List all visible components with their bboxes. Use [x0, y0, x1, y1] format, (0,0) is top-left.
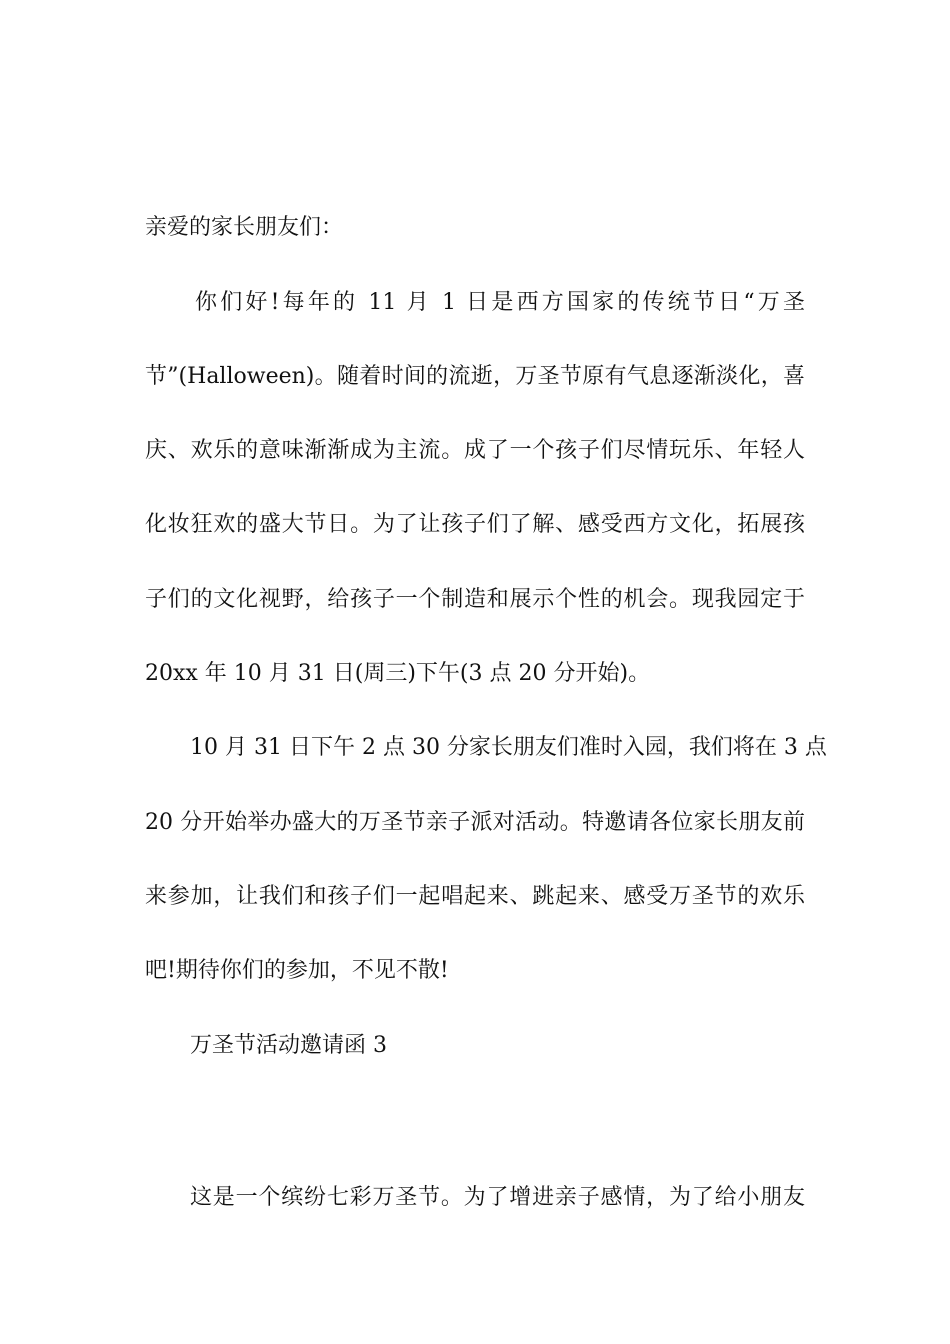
paragraph-line: 20xx 年 10 月 31 日(周三)下午(3 点 20 分开始)。: [145, 661, 651, 686]
paragraph-line: 吧!期待你们的参加，不见不散!: [145, 958, 449, 983]
paragraph-line: 这是一个缤纷七彩万圣节。为了增进亲子感情，为了给小朋友: [190, 1185, 805, 1210]
paragraph-line: 化妆狂欢的盛大节日。为了让孩子们了解、感受西方文化，拓展孩: [145, 512, 805, 537]
paragraph-line: 你们好!每年的 11 月 1 日是西方国家的传统节日“万圣: [195, 290, 805, 315]
section-heading: 万圣节活动邀请函 3: [190, 1033, 387, 1058]
paragraph-line: 20 分开始举办盛大的万圣节亲子派对活动。特邀请各位家长朋友前: [145, 810, 805, 835]
salutation: 亲爱的家长朋友们：: [145, 215, 344, 240]
paragraph-line: 10 月 31 日下午 2 点 30 分家长朋友们准时入园，我们将在 3 点: [190, 735, 827, 760]
paragraph-line: 子们的文化视野，给孩子一个制造和展示个性的机会。现我园定于: [145, 587, 805, 612]
paragraph-line: 来参加，让我们和孩子们一起唱起来、跳起来、感受万圣节的欢乐: [145, 884, 805, 909]
paragraph-line: 节”(Halloween)。随着时间的流逝，万圣节原有气息逐渐淡化，喜: [145, 364, 805, 389]
paragraph-line: 庆、欢乐的意味渐渐成为主流。成了一个孩子们尽情玩乐、年轻人: [145, 438, 805, 463]
